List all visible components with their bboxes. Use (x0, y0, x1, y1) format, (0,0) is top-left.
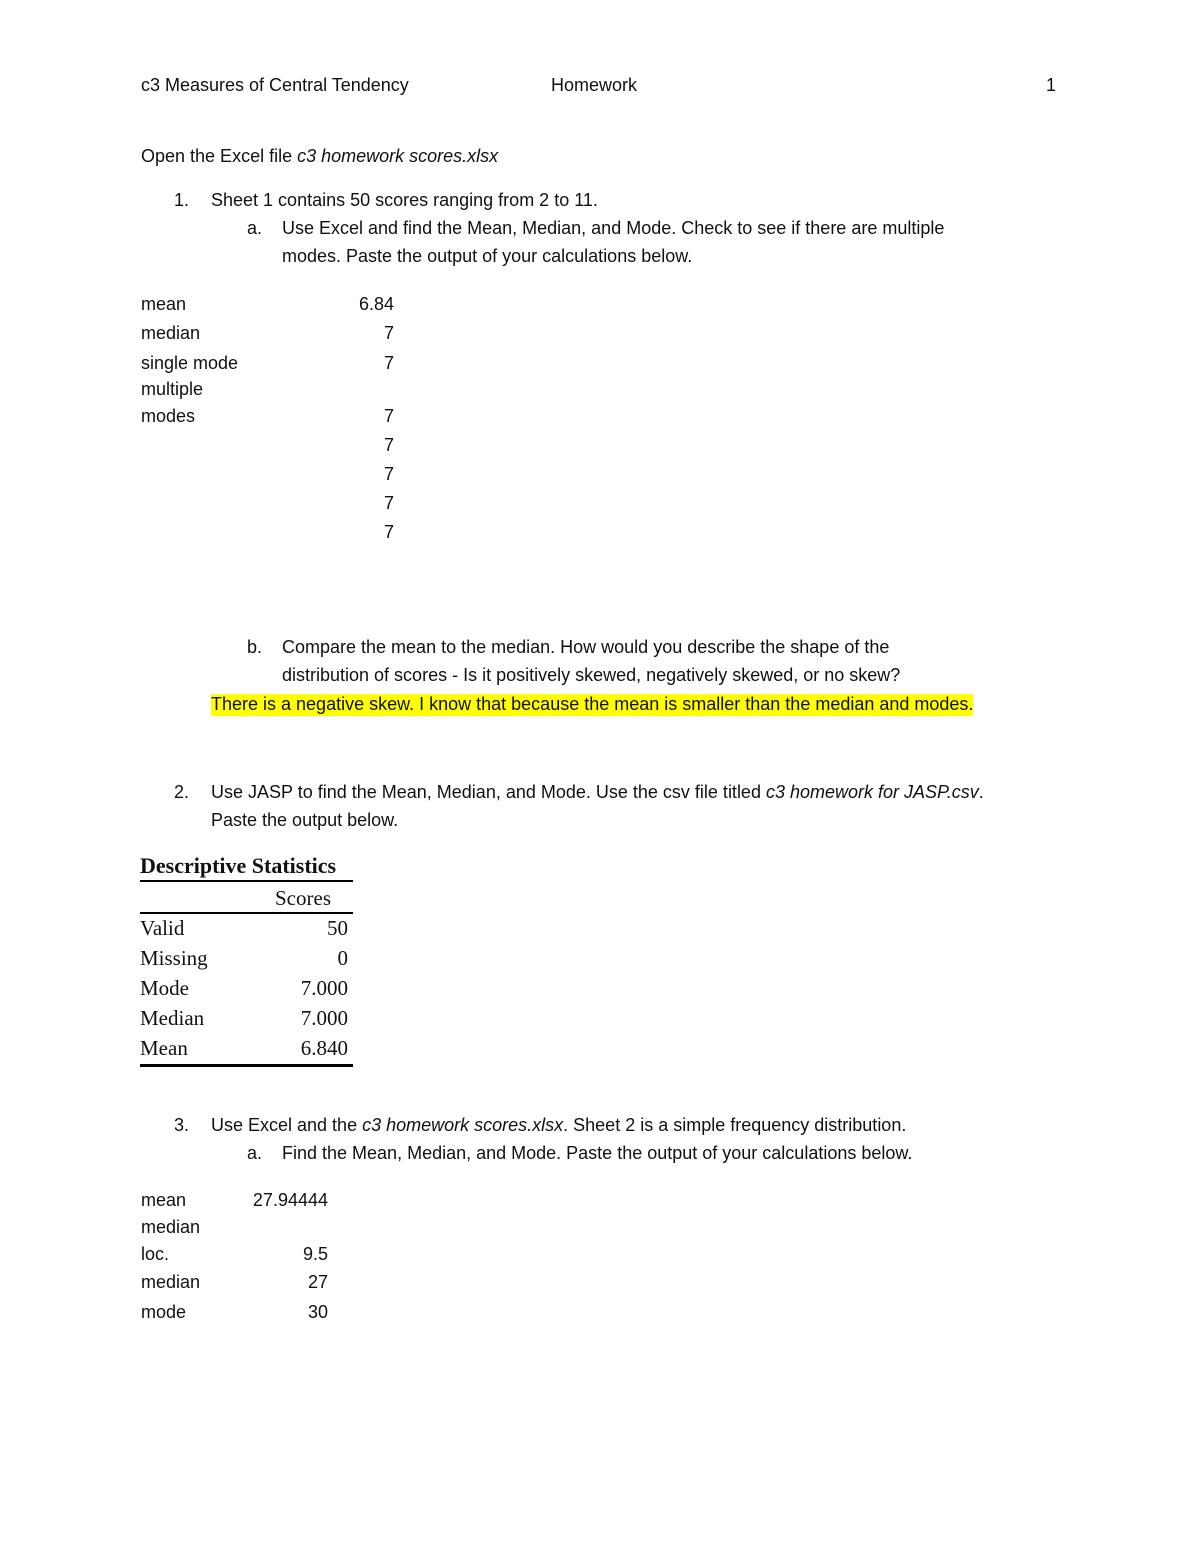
q1-mean-value: 6.84 (358, 294, 394, 314)
q1-mode-value-4: 7 (383, 493, 394, 513)
q1-median-label: median (141, 323, 201, 343)
q1-single-mode-label: single mode (141, 353, 239, 373)
q1-median-value: 7 (383, 323, 394, 343)
q1-multiple-label-2: modes (141, 406, 196, 426)
q3a-text: Find the Mean, Median, and Mode. Paste the output of your calculations below. (282, 1143, 913, 1163)
page-number: 1 (1046, 75, 1057, 95)
q1b-letter: b. (247, 637, 263, 657)
ds-title: Descriptive Statistics (140, 853, 337, 878)
ds-bottom-rule (140, 1064, 353, 1067)
q1b-line1: Compare the mean to the median. How would you describe the shape of the (282, 637, 890, 657)
q1-mode-value-5: 7 (383, 522, 394, 542)
q3-median-loc-label-1: median (141, 1217, 201, 1237)
q1-mode-value-1: 7 (383, 406, 394, 426)
q3-mode-label: mode (141, 1302, 187, 1322)
header-title: c3 Measures of Central Tendency (141, 75, 409, 95)
q3-line (211, 1115, 906, 1137)
ds-row-label-valid: Valid (140, 916, 185, 940)
q3-median-loc-value: 9.5 (302, 1244, 328, 1264)
q2-line1-prefix: Use JASP to find the Mean, Median, and Mode. Use the csv file titled (211, 782, 766, 802)
ds-title-rule (140, 880, 353, 882)
q3-mode-value: 30 (307, 1302, 328, 1322)
intro-line (141, 146, 498, 168)
ds-row-label-missing: Missing (140, 946, 208, 970)
q3-filename: c3 homework scores.xlsx (362, 1115, 564, 1135)
q3-suffix: . Sheet 2 is a simple frequency distribution. (563, 1115, 907, 1135)
q3-prefix: Use Excel and the (211, 1115, 363, 1135)
q1a-line1: Use Excel and find the Mean, Median, and Mode. Check to see if there are multiple (282, 218, 945, 238)
q1b-line2: distribution of scores - Is it positively skewed, negatively skewed, or no skew? (282, 665, 901, 685)
ds-row-value-valid: 50 (327, 916, 348, 940)
q2-number: 2. (174, 782, 190, 802)
ds-row-value-mean: 6.840 (300, 1036, 348, 1060)
q3a-letter: a. (247, 1143, 263, 1163)
q3-median-value: 27 (307, 1272, 328, 1292)
ds-row-value-mode: 7.000 (300, 976, 348, 1000)
q1-mode-value-3: 7 (383, 464, 394, 484)
ds-row-label-mode: Mode (140, 976, 189, 1000)
q3-median-label: median (141, 1272, 201, 1292)
q1-multiple-label-1: multiple (141, 379, 204, 399)
ds-row-label-mean: Mean (140, 1036, 188, 1060)
q1-text: Sheet 1 contains 50 scores ranging from 2 to 11. (211, 190, 598, 210)
ds-header-rule (140, 912, 353, 914)
q3-median-loc-label-2: loc. (141, 1244, 170, 1264)
q3-mean-value: 27.94444 (252, 1190, 328, 1210)
q2-line1-suffix: . (978, 782, 984, 802)
q2-line1 (211, 782, 984, 804)
ds-row-label-median: Median (140, 1006, 205, 1030)
q1-single-mode-value: 7 (383, 353, 394, 373)
q2-filename: c3 homework for JASP.csv (765, 782, 979, 802)
q1b-answer: There is a negative skew. I know that because the mean is smaller than the median and modes. (211, 694, 974, 714)
q3-number: 3. (174, 1115, 190, 1135)
q1-mean-label: mean (141, 294, 187, 314)
ds-column-header: Scores (275, 886, 331, 910)
q1-number: 1. (174, 190, 190, 210)
q1a-letter: a. (247, 218, 263, 238)
q3-mean-label: mean (141, 1190, 187, 1210)
q1-mode-value-2: 7 (383, 435, 394, 455)
q2-line2: Paste the output below. (211, 810, 399, 830)
q1a-line2: modes. Paste the output of your calculations below. (282, 246, 693, 266)
ds-row-value-median: 7.000 (300, 1006, 348, 1030)
ds-row-value-missing: 0 (337, 946, 348, 970)
intro-prefix: Open the Excel file (141, 146, 298, 166)
header-center: Homework (551, 75, 638, 95)
intro-filename: c3 homework scores.xlsx (297, 146, 499, 166)
